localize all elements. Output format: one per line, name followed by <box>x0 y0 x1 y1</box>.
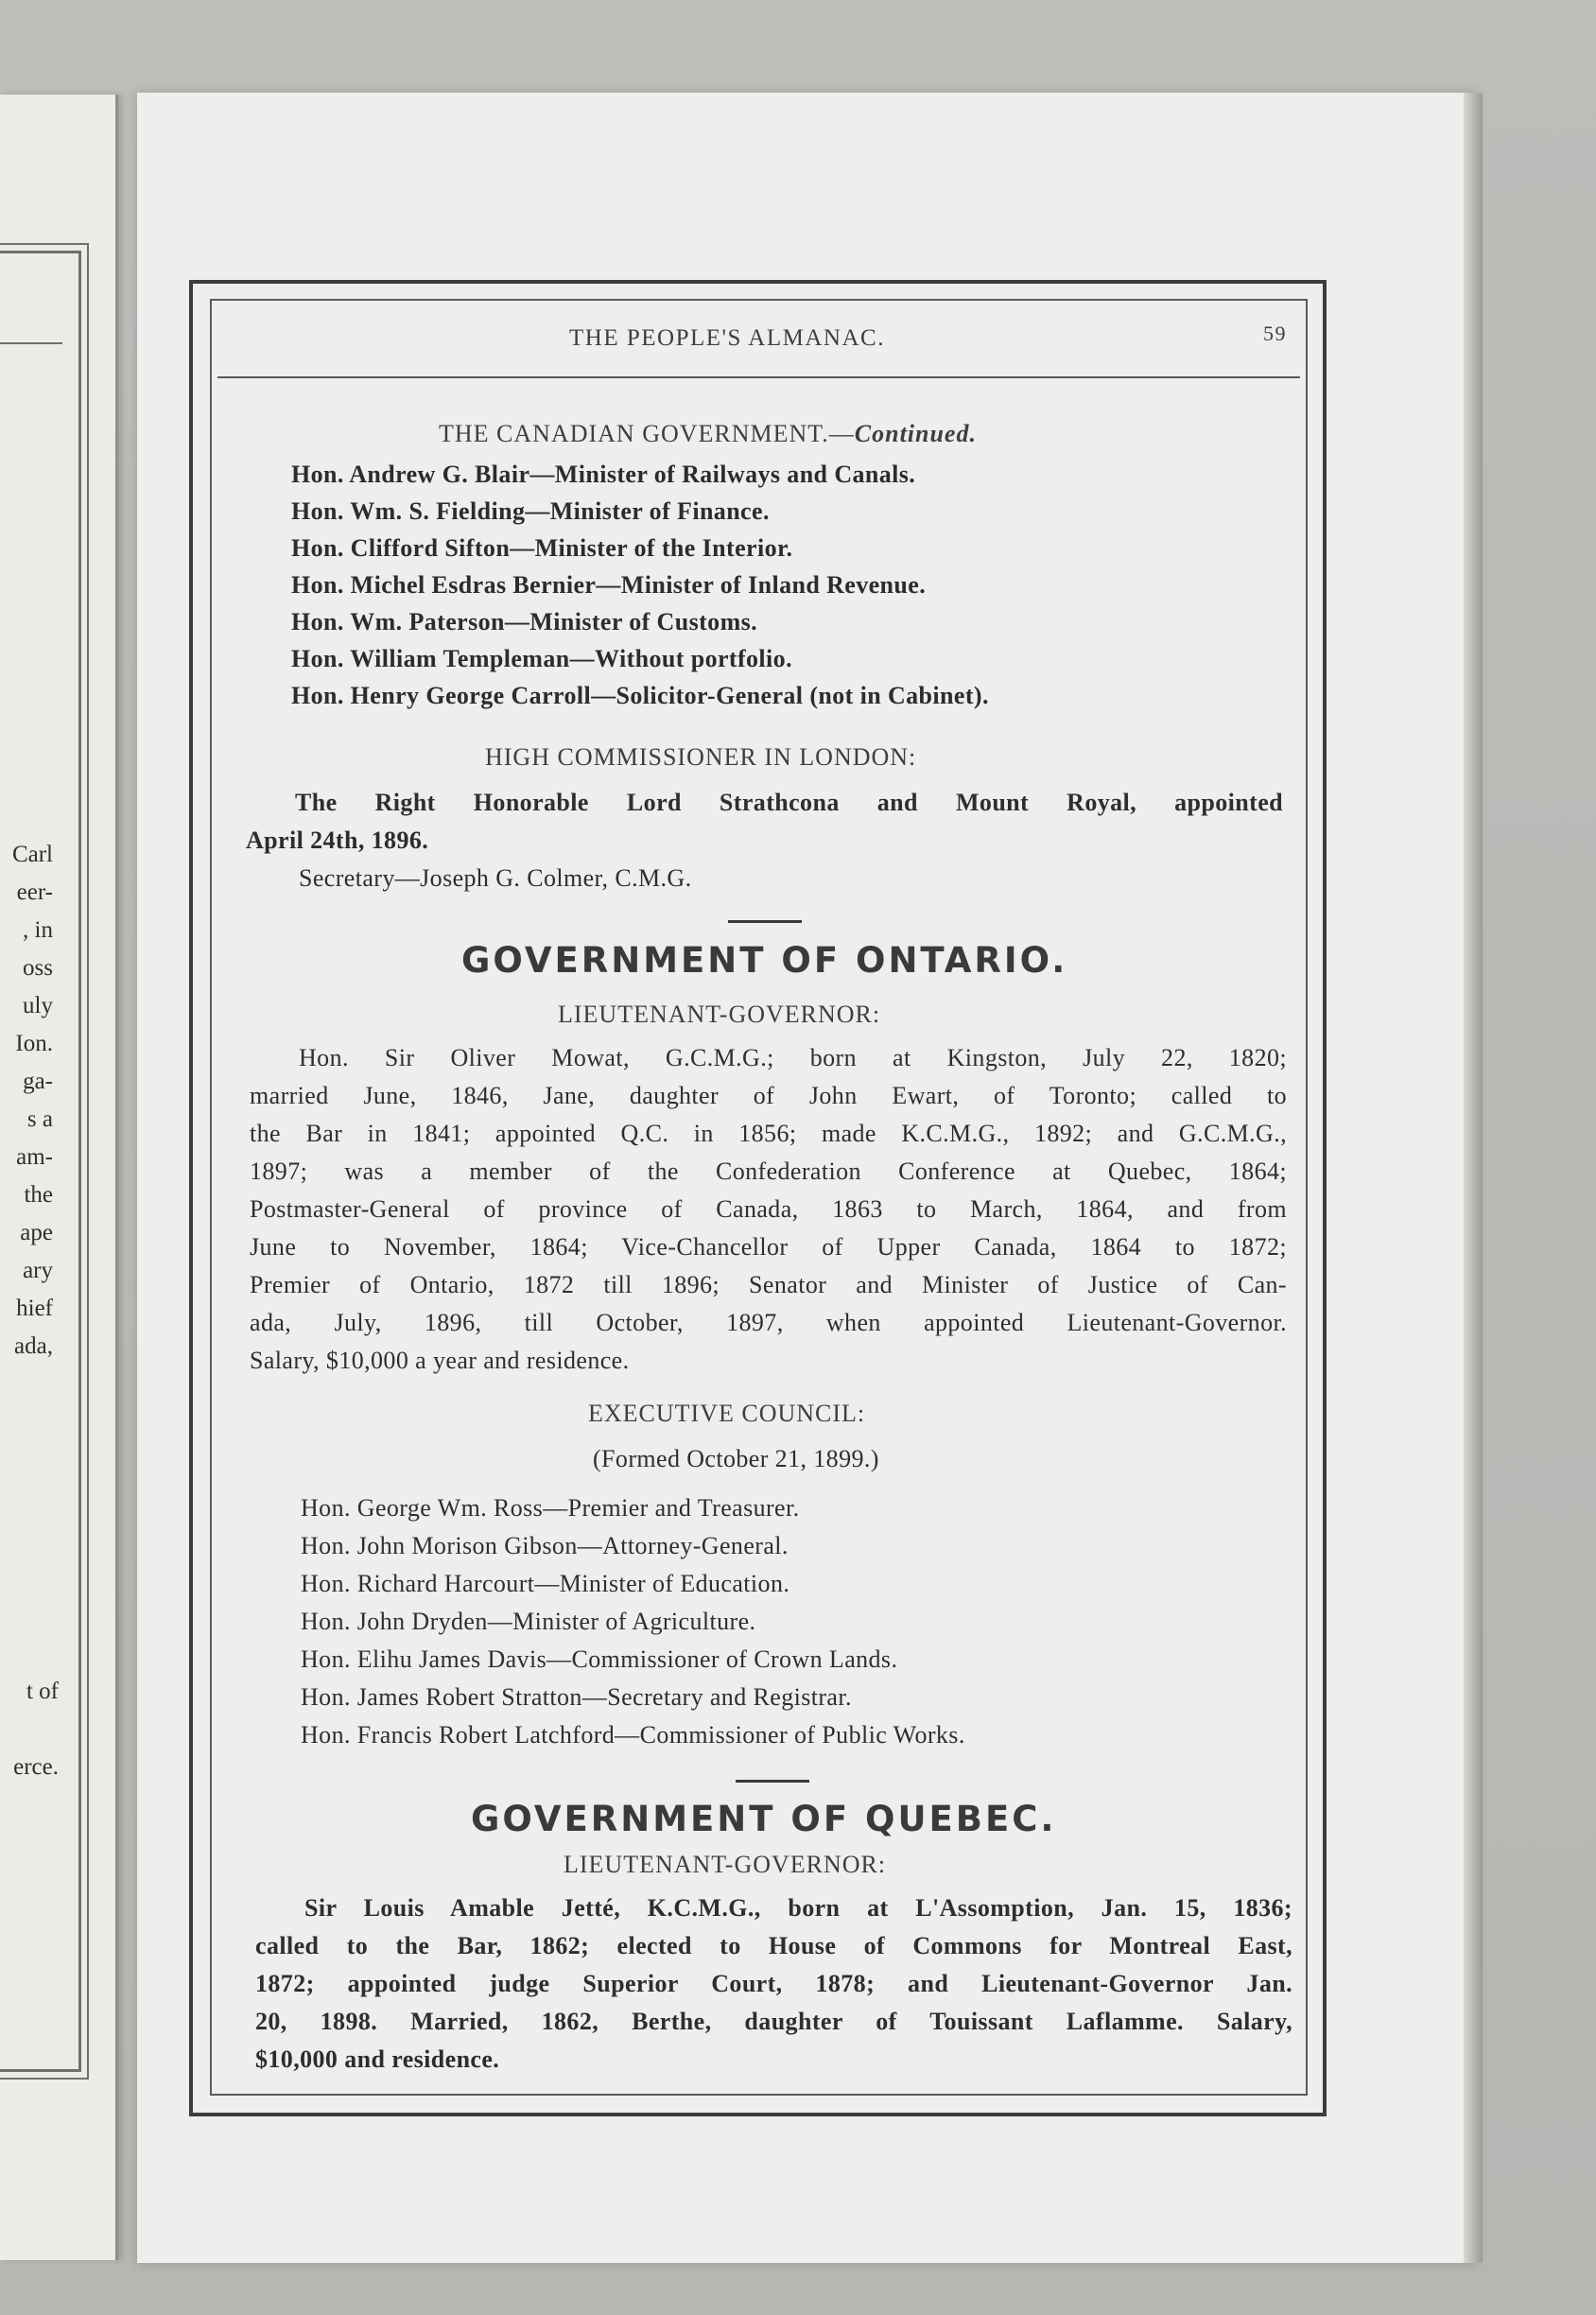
page-edge-shadow <box>1464 93 1483 2263</box>
header-rule <box>217 376 1300 378</box>
section-divider <box>736 1780 809 1783</box>
facing-text-fragment: erce. <box>13 1754 59 1780</box>
facing-text-fragment: ada, <box>14 1333 53 1359</box>
running-title: THE PEOPLE'S ALMANAC. <box>569 325 885 351</box>
facing-text-fragment: hief <box>16 1296 53 1321</box>
council-member-line: Hon. John Dryden—Minister of Agriculture. <box>301 1608 756 1635</box>
ontario-title: GOVERNMENT OF ONTARIO. <box>461 940 1068 981</box>
ontario-lg-paragraph-line: Premier of Ontario, 1872 till 1896; Senator and Minister of Justice of Can- <box>250 1271 1287 1298</box>
ontario-lg-paragraph-line: Salary, $10,000 a year and residence. <box>250 1347 630 1374</box>
ontario-lg-heading: LIEUTENANT-GOVERNOR: <box>558 1001 881 1028</box>
facing-text-fragment: s a <box>26 1106 53 1132</box>
ontario-lg-paragraph-line: Hon. Sir Oliver Mowat, G.C.M.G.; born at Kingston, July 22, 1820; <box>299 1044 1287 1071</box>
executive-council-heading: EXECUTIVE COUNCIL: <box>588 1400 866 1427</box>
high-commissioner-line: The Right Honorable Lord Strathcona and Mount Royal, appointed <box>295 789 1283 816</box>
ontario-lg-paragraph-line: the Bar in 1841; appointed Q.C. in 1856; made K.C.M.G., 1892; and G.C.M.G., <box>250 1120 1287 1147</box>
facing-page-rule <box>0 342 62 344</box>
facing-text-fragment: oss <box>23 955 53 981</box>
ontario-lg-paragraph-line: ada, July, 1896, till October, 1897, when appointed Lieutenant-Governor. <box>250 1309 1287 1336</box>
council-formed-date: (Formed October 21, 1899.) <box>593 1445 879 1472</box>
facing-text-fragment: ary <box>23 1258 53 1283</box>
canadian-government-heading <box>439 420 977 448</box>
facing-text-fragment: am- <box>16 1144 53 1170</box>
facing-text-fragment: the <box>24 1182 53 1208</box>
minister-line: Hon. Clifford Sifton—Minister of the Interior. <box>291 534 793 562</box>
facing-page <box>0 95 118 2260</box>
facing-text-fragment: ape <box>20 1220 53 1245</box>
facing-text-fragment: , in <box>23 917 53 943</box>
quebec-lg-paragraph-line: $10,000 and residence. <box>255 2045 500 2073</box>
council-member-line: Hon. John Morison Gibson—Attorney-General. <box>301 1532 789 1559</box>
quebec-lg-paragraph-line: Sir Louis Amable Jetté, K.C.M.G., born at L'Assomption, Jan. 15, 1836; <box>304 1894 1292 1922</box>
minister-line: Hon. William Templeman—Without portfolio. <box>291 645 792 672</box>
minister-line: Hon. Andrew G. Blair—Minister of Railways and Canals. <box>291 461 916 488</box>
quebec-title: GOVERNMENT OF QUEBEC. <box>471 1799 1057 1839</box>
facing-text-fragment: ga- <box>23 1069 53 1094</box>
quebec-lg-paragraph-line: called to the Bar, 1862; elected to House of Commons for Montreal East, <box>255 1932 1292 1959</box>
facing-text-fragment: Carl <box>11 842 53 867</box>
section-divider <box>728 920 802 923</box>
council-member-line: Hon. Richard Harcourt—Minister of Education. <box>301 1570 790 1597</box>
high-commissioner-line: April 24th, 1896. <box>246 827 429 854</box>
high-commissioner-heading: HIGH COMMISSIONER IN LONDON: <box>485 743 917 771</box>
council-member-line: Hon. Francis Robert Latchford—Commissioner of Public Works. <box>301 1721 965 1749</box>
minister-line: Hon. Wm. S. Fielding—Minister of Finance. <box>291 497 770 525</box>
ontario-lg-paragraph-line: Postmaster-General of province of Canada, 1863 to March, 1864, and from <box>250 1195 1287 1223</box>
secretary-line: Secretary—Joseph G. Colmer, C.M.G. <box>299 864 692 892</box>
minister-line: Hon. Michel Esdras Bernier—Minister of Inland Revenue. <box>291 571 927 599</box>
ontario-lg-paragraph-line: 1897; was a member of the Confederation Conference at Quebec, 1864; <box>250 1158 1287 1185</box>
council-member-line: Hon. George Wm. Ross—Premier and Treasurer. <box>301 1494 800 1522</box>
council-member-line: Hon. James Robert Stratton—Secretary and Registrar. <box>301 1683 852 1711</box>
facing-text-fragment: eer- <box>16 879 53 905</box>
quebec-lg-paragraph-line: 1872; appointed judge Superior Court, 1878; and Lieutenant-Governor Jan. <box>255 1970 1292 1997</box>
facing-text-fragment: uly <box>23 993 53 1018</box>
ontario-lg-paragraph-line: married June, 1846, Jane, daughter of John Ewart, of Toronto; called to <box>250 1082 1287 1109</box>
facing-text-fragment: Ion. <box>15 1031 53 1056</box>
minister-line: Hon. Henry George Carroll—Solicitor-General (not in Cabinet). <box>291 682 989 709</box>
facing-text-fragment: t of <box>26 1679 59 1704</box>
ontario-lg-paragraph-line: June to November, 1864; Vice-Chancellor of Upper Canada, 1864 to 1872; <box>250 1233 1287 1261</box>
page-number: 59 <box>1263 322 1287 345</box>
council-member-line: Hon. Elihu James Davis—Commissioner of Crown Lands. <box>301 1645 898 1673</box>
quebec-lg-paragraph-line: 20, 1898. Married, 1862, Berthe, daughter of Touissant Laflamme. Salary, <box>255 2008 1292 2035</box>
heading-text: THE CANADIAN GOVERNMENT.— <box>439 420 855 447</box>
heading-continued: Continued. <box>854 420 977 447</box>
minister-line: Hon. Wm. Paterson—Minister of Customs. <box>291 608 758 635</box>
quebec-lg-heading: LIEUTENANT-GOVERNOR: <box>564 1851 887 1878</box>
